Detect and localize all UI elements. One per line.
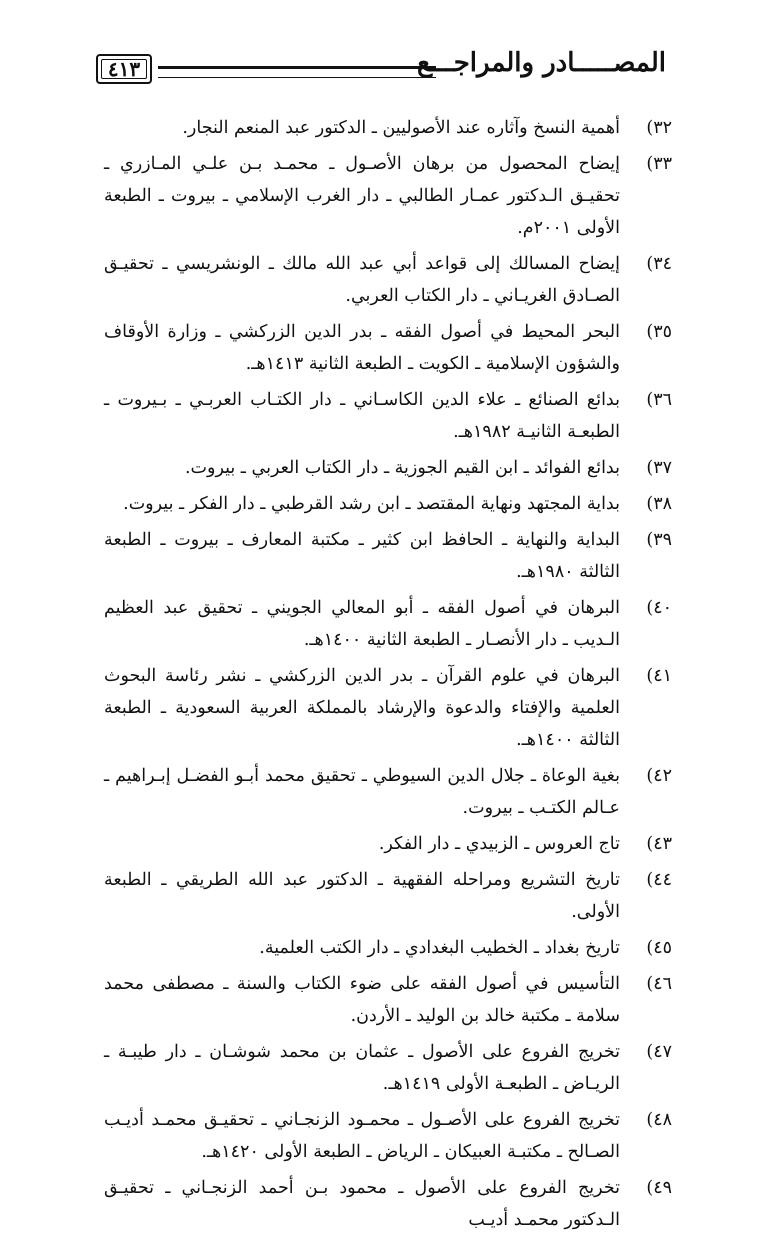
reference-number: ٣٢) (646, 118, 672, 138)
reference-number: ٣٧) (646, 458, 672, 478)
reference-text: بداية المجتهد ونهاية المقتصد ـ ابن رشد القرطبي ـ دار الفكر ـ بيروت. (123, 494, 620, 514)
reference-number: ٤٨) (646, 1110, 672, 1130)
reference-text: البداية والنهاية ـ الحافظ ابن كثير ـ مكتبة المعارف ـ بيروت ـ الطبعة الثالثة ١٩٨٠هـ. (104, 530, 620, 582)
reference-entry (104, 968, 672, 1032)
reference-text: بدائع الصنائع ـ علاء الدين الكاسـاني ـ دار الكتـاب العربـي ـ بـيروت ـ الطبعـة الثانيـة ١٩٨٢هـ. (104, 390, 620, 442)
reference-text: بدائع الفوائد ـ ابن القيم الجوزية ـ دار الكتاب العربي ـ بيروت. (184, 458, 620, 478)
header-rule (158, 66, 436, 78)
reference-number: ٤٩) (646, 1178, 672, 1198)
reference-entry (104, 248, 672, 312)
page-number: ٤١٣ (107, 57, 141, 81)
reference-entry (104, 488, 672, 520)
reference-text: البحر المحيط في أصول الفقه ـ بدر الدين الزركشي ـ وزارة الأوقاف والشؤون الإسلامية ـ الكويت ـ الطبعة الثانية ١٤١٣هـ. (104, 322, 620, 374)
reference-text: أهمية النسخ وآثاره عند الأصوليين ـ الدكتور عبد المنعم النجار. (182, 118, 620, 138)
reference-number: ٣٦) (646, 390, 672, 410)
reference-text: بغية الوعاة ـ جلال الدين السيوطي ـ تحقيق محمد أبـو الفضـل إبـراهيم ـ عـالم الكتـب ـ بيروت. (104, 766, 620, 818)
page-number-box (96, 54, 152, 84)
reference-entry (104, 932, 672, 964)
reference-text: تاج العروس ـ الزبيدي ـ دار الفكر. (378, 834, 620, 854)
reference-entry (104, 760, 672, 824)
reference-number: ٤٦) (646, 974, 672, 994)
reference-text: تاريخ بغداد ـ الخطيب البغدادي ـ دار الكتب العلمية. (259, 938, 620, 958)
reference-number: ٣٥) (646, 322, 672, 342)
reference-entry (104, 452, 672, 484)
reference-entry (104, 1036, 672, 1100)
reference-number: ٤٤) (646, 870, 672, 890)
reference-number: ٤١) (646, 666, 672, 686)
reference-number: ٤٧) (646, 1042, 672, 1062)
reference-text: إيضاح المحصول من برهان الأصـول ـ محمـد بـن علـي المـازري ـ تحقيـق الـدكتور عمـار الطالبي ـ دار الغرب الإسلامي ـ بيروت ـ الطبعة الأولى ٢٠٠١م. (104, 154, 620, 238)
page-header (96, 48, 666, 88)
reference-entry (104, 148, 672, 244)
reference-text: تخريج الفروع على الأصول ـ محمود بـن أحمد الزنجـاني ـ تحقيـق الـدكتور محمـد أديـب (104, 1178, 620, 1230)
reference-number: ٣٨) (646, 494, 672, 514)
reference-entry (104, 828, 672, 860)
reference-entry (104, 1104, 672, 1168)
reference-entry (104, 660, 672, 756)
page-title: المصـــــادر والمراجـــع (417, 48, 666, 78)
reference-entry (104, 864, 672, 928)
reference-text: تاريخ التشريع ومراحله الفقهية ـ الدكتور عبد الله الطريقي ـ الطبعة الأولى. (104, 870, 620, 922)
reference-text: البرهان في أصول الفقه ـ أبو المعالي الجويني ـ تحقيق عبد العظيم الـديب ـ دار الأنصـار ـ الطبعة الثانية ١٤٠٠هـ. (104, 598, 620, 650)
reference-number: ٣٩) (646, 530, 672, 550)
reference-text: البرهان في علوم القرآن ـ بدر الدين الزركشي ـ نشر رئاسة البحوث العلمية والإفتاء والدعوة والإرشاد بالمملكة العربية السعودية ـ الطبعة الثالثة ١٤٠٠هـ. (104, 666, 620, 750)
reference-number: ٤٣) (646, 834, 672, 854)
reference-number: ٣٣) (646, 154, 672, 174)
reference-entry (104, 524, 672, 588)
reference-entry (104, 316, 672, 380)
reference-number: ٤٠) (646, 598, 672, 618)
references-list (104, 112, 672, 1240)
reference-entry (104, 112, 672, 144)
reference-entry (104, 384, 672, 448)
reference-number: ٣٤) (646, 254, 672, 274)
reference-entry (104, 1172, 672, 1236)
reference-number: ٤٢) (646, 766, 672, 786)
reference-number: ٤٥) (646, 938, 672, 958)
reference-text: تخريج الفروع على الأصـول ـ محمـود الزنجـاني ـ تحقيـق محمـد أديـب الصـالح ـ مكتبـة العبيكان ـ الرياض ـ الطبعة الأولى ١٤٢٠هـ. (104, 1110, 620, 1162)
reference-entry (104, 592, 672, 656)
reference-text: تخريج الفروع على الأصول ـ عثمان بن محمد شوشـان ـ دار طيبـة ـ الريـاض ـ الطبعـة الأولى ١٤١٩هـ. (104, 1042, 620, 1094)
reference-text: التأسيس في أصول الفقه على ضوء الكتاب والسنة ـ مصطفى محمد سلامة ـ مكتبة خالد بن الوليد ـ الأردن. (104, 974, 620, 1026)
reference-text: إيضاح المسالك إلى قواعد أبي عبد الله مالك ـ الونشريسي ـ تحقيـق الصـادق الغريـاني ـ دار الكتاب العربي. (104, 254, 620, 306)
